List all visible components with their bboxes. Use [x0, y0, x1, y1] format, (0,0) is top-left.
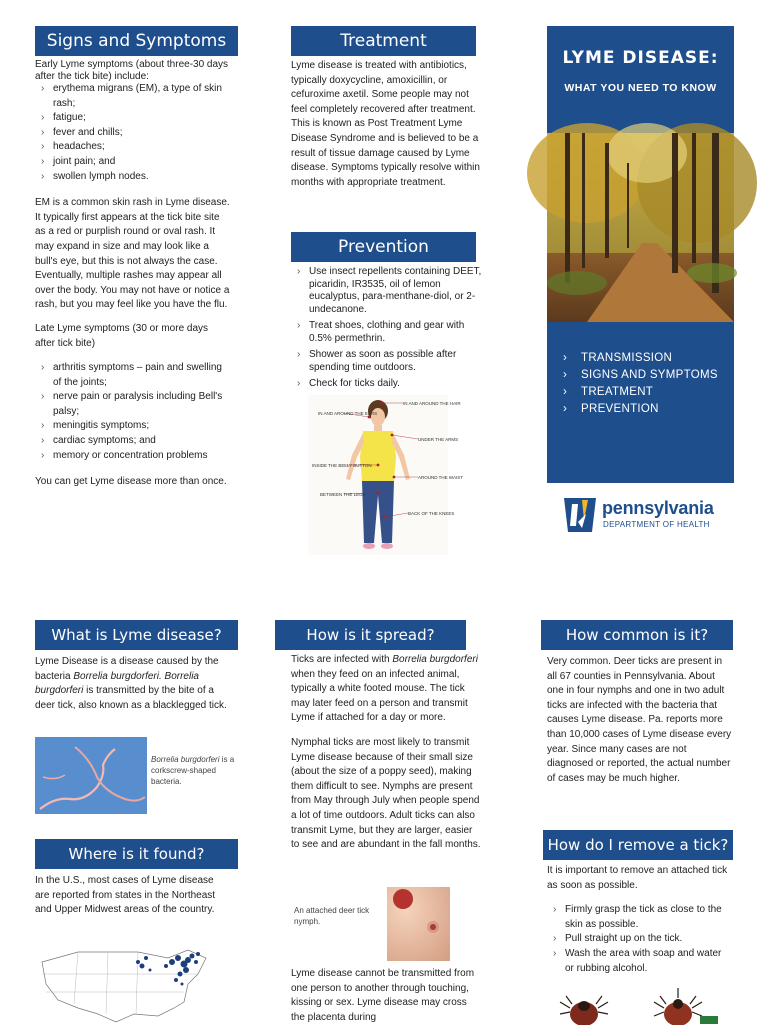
menu-item-prevention[interactable] [563, 401, 718, 418]
list-item: › headaches; [35, 140, 230, 155]
cover-menu [563, 350, 718, 418]
cover-subtitle: WHAT YOU NEED TO KNOW [564, 82, 717, 94]
where-header: Where is it found? [35, 839, 238, 869]
menu-item-label: TREATMENT [581, 386, 654, 398]
signs-section [35, 59, 230, 500]
cover-panel [547, 26, 734, 483]
remove-header: How do I remove a tick? [543, 830, 733, 860]
list-item: › Check for ticks daily. [291, 378, 486, 391]
what-body [35, 655, 235, 713]
label-legs: BETWEEN THE LEGS [320, 492, 366, 497]
tick-nymph-photo [387, 887, 450, 961]
list-item: › Pull straight up on the tick. [547, 932, 732, 947]
late-symptom-list [35, 361, 230, 463]
us-lyme-map [38, 944, 210, 1024]
early-symptom-list [35, 82, 230, 184]
reinfection-note: You can get Lyme disease more than once. [35, 476, 227, 488]
prevention-header: Prevention [291, 232, 476, 262]
cover-title: LYME DISEASE: [562, 48, 719, 68]
list-item: › erythema migrans (EM), a type of skin rash; [35, 82, 230, 111]
menu-item-label: TRANSMISSION [581, 352, 673, 364]
remove-intro: It is important to remove an attached tick as soon as possible. [547, 865, 728, 891]
bacteria-name: Borrelia burgdorferi [35, 670, 199, 697]
spread-paragraph-2: Nymphal ticks are most likely to transmit Lyme disease because of their small size (about the size of a poppy seed), making them difficult to see. Nymphs are present from May through July when people spend a lot of time outdoors. Adult ticks can also transmit Lyme, but they are larger, easier to see and are abundant in the fall months. [291, 736, 481, 851]
bacteria-name: Borrelia burgdorferi [392, 654, 478, 665]
treatment-body: Lyme disease is treated with antibiotics, typically doxycycline, amoxicillin, or cefuroxime axetil. Some people may not feel completely recovered after treatment. This is known as Post Treatment Lyme Disease Syndrome and is believed to be a result of tissue damage caused by Lyme disease. Symptoms typically resolve within months with appropriate treatment. [291, 60, 480, 188]
list-item: › Firmly grasp the tick as close to the skin as possible. [547, 903, 732, 932]
spread-paragraph-1 [291, 653, 481, 726]
logo-name: pennsylvania [602, 498, 714, 518]
bacteria-caption [151, 754, 241, 787]
remove-section [547, 864, 732, 984]
menu-item-label: PREVENTION [581, 403, 659, 415]
caption-text: is a corkscrew-shaped bacteria. [151, 755, 235, 786]
label-belly: INSIDE THE BELLY BUTTON [312, 463, 372, 468]
chevron-right-icon: › [563, 403, 568, 415]
what-text: Lyme Disease is a disease caused by the bacteria [35, 656, 219, 682]
where-body: In the U.S., most cases of Lyme disease are reported from states in the Northeast and Upper Midwest areas of the country. [35, 875, 216, 916]
menu-item-transmission[interactable] [563, 350, 718, 367]
prevention-list [291, 266, 486, 391]
menu-item-label: SIGNS AND SYMPTOMS [581, 369, 718, 381]
spread-text: when they feed on an infected animal, typically a white footed mouse. The tick may later feed on a person and transmit Lyme if attached for a day or more. [291, 668, 468, 724]
list-item: › meningitis symptoms; [35, 419, 230, 434]
treatment-header: Treatment [291, 26, 476, 56]
what-header: What is Lyme disease? [35, 620, 238, 650]
common-body: Very common. Deer ticks are present in all 67 counties in Pennsylvania. About one in four nymphs and one in two adult ticks are infected with the bacteria that causes Lyme disease. Pa. reports more than 10,000 cases of Lyme disease every year. Since many cases are not diagnosed or reported, the actual number of cases may be much higher. [547, 656, 732, 784]
list-item: › fatigue; [35, 111, 230, 126]
label-ears: IN AND AROUND THE EARS [318, 411, 378, 416]
common-header: How common is it? [541, 620, 733, 650]
spread-header: How is it spread? [275, 620, 466, 650]
tick-check-figure [308, 395, 464, 555]
forest-path-photo [547, 133, 734, 322]
list-item: › Wash the area with soap and water or rubbing alcohol. [547, 947, 732, 976]
list-item: › arthritis symptoms – pain and swelling of the joints; [35, 361, 230, 390]
keystone-icon [562, 496, 598, 534]
period: . [158, 670, 162, 682]
early-intro: Early Lyme symptoms (about three-30 days after the tick bite) include: [35, 59, 229, 82]
bacteria-name: Borrelia burgdorferi [73, 670, 159, 682]
label-hair: IN AND AROUND THE HAIR [403, 401, 461, 406]
signs-header: Signs and Symptoms [35, 26, 238, 56]
bacteria-image [35, 737, 147, 814]
label-arms: UNDER THE ARMS [418, 437, 459, 442]
list-item: › Use insect repellents containing DEET, picaridin, IR3535, oil of lemon eucalyptus, para-menthane-diol, or 2-undecanone. [291, 266, 486, 316]
spread-paragraph-3: Lyme disease cannot be transmitted from one person to another through touching, kissing or sex. Lyme disease may cross the placenta during [291, 968, 475, 1023]
what-text: is transmitted by the bite of a deer tick, also known as a blacklegged tick. [35, 685, 227, 711]
late-intro: Late Lyme symptoms (30 or more days after tick bite) [35, 322, 209, 349]
spread-section [291, 653, 481, 863]
menu-item-treatment[interactable] [563, 384, 718, 401]
list-item: › fever and chills; [35, 126, 230, 141]
menu-item-signs[interactable] [563, 367, 718, 384]
list-item: › swollen lymph nodes. [35, 170, 230, 185]
remove-steps [547, 903, 732, 976]
prevention-section [291, 266, 486, 399]
chevron-right-icon: › [563, 386, 568, 398]
em-paragraph: EM is a common skin rash in Lyme disease. It typically first appears at the tick bite site as a red or purplish round or oval rash. It may expand in size and may look like a bull's eye, but this is not always the case. Eventually, multiple rashes may appear all over the body. You may not have or notice a rash, but you may feel like you have the flu. [35, 197, 230, 311]
list-item: › Treat shoes, clothing and gear with 0.5% permethrin. [291, 320, 486, 345]
list-item: › Shower as soon as possible after spending time outdoors. [291, 349, 486, 374]
tick-nymph-caption: An attached deer tick nymph. [294, 906, 370, 926]
chevron-right-icon: › [563, 352, 568, 364]
pa-health-logo [562, 496, 732, 536]
chevron-right-icon: › [563, 369, 568, 381]
bacteria-name: Borrelia burgdorferi [151, 755, 220, 764]
logo-dept: DEPARTMENT OF HEALTH [603, 520, 710, 529]
list-item: › nerve pain or paralysis including Bell's palsy; [35, 390, 230, 419]
list-item: › memory or concentration problems [35, 449, 230, 464]
spread-text: Ticks are infected with [291, 654, 393, 665]
list-item: › joint pain; and [35, 155, 230, 170]
tick-removal-illustration [558, 988, 718, 1024]
label-knees: BACK OF THE KNEES [408, 511, 455, 516]
label-waist: AROUND THE WAIST [418, 475, 464, 480]
list-item: › cardiac symptoms; and [35, 434, 230, 449]
